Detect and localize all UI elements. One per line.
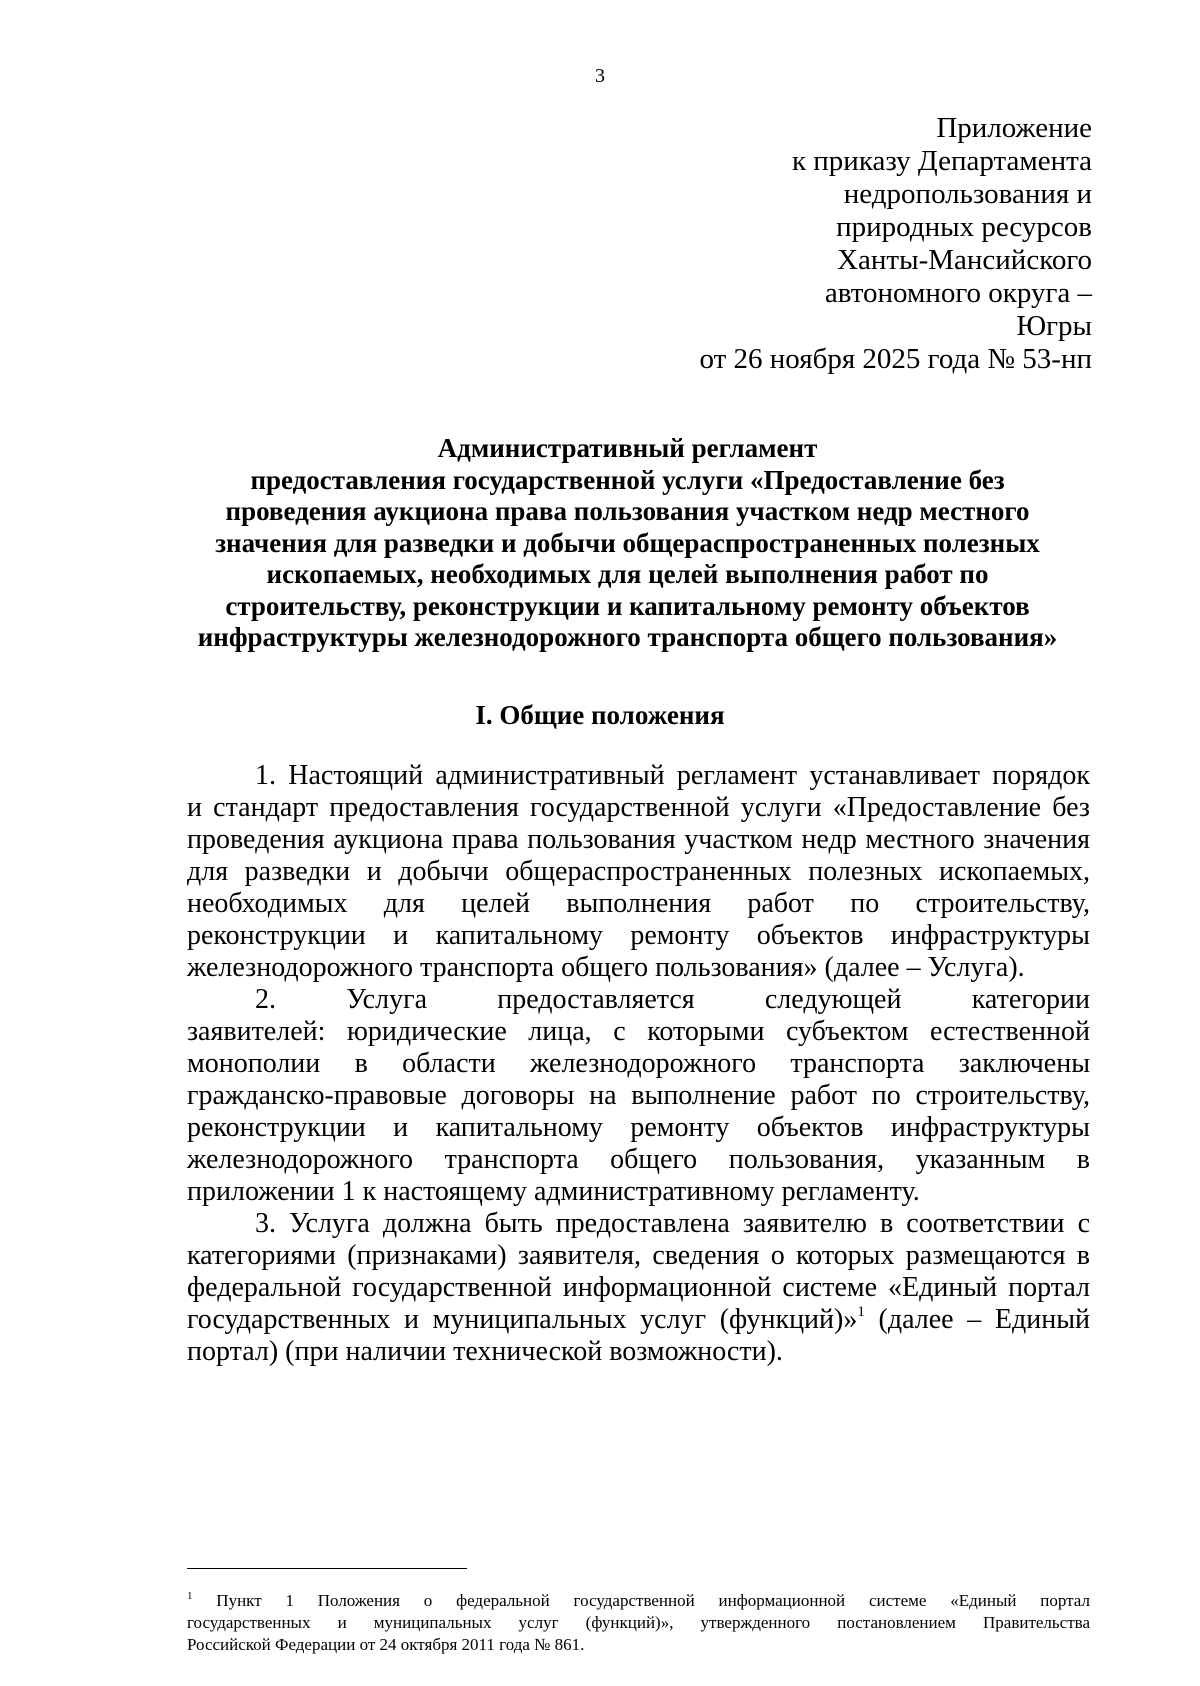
- text-fragment: Пункт 1 Положения о федеральной государственной информационной системе «Единый портал: [192, 1591, 1090, 1610]
- text-line: [187, 1304, 1090, 1336]
- title-line: строительству, реконструкции и капитальному ремонту объектов: [225, 590, 1030, 621]
- footnote-separator: [187, 1568, 467, 1569]
- text-line: федеральной государственной информационной системе «Единый портал: [187, 1272, 1090, 1303]
- page-number: 3: [595, 65, 605, 87]
- title-line: значения для разведки и добычи общераспространенных полезных: [215, 527, 1040, 558]
- text-line: приложении 1 к настоящему административному регламенту.: [187, 1176, 920, 1207]
- text-line: портал) (при наличии технической возможности).: [187, 1336, 783, 1367]
- annex-line: Ханты-Мансийского: [837, 244, 1092, 276]
- footnote-mark: 1: [187, 1590, 193, 1602]
- text-line: и стандарт предоставления государственной услуги «Предоставление без: [187, 792, 1090, 823]
- text-line: для разведки и добычи общераспространенных полезных ископаемых,: [187, 856, 1090, 887]
- paragraph-2: [187, 984, 1090, 1208]
- document-body: [187, 760, 1090, 1368]
- text-line: заявителей: юридические лица, с которыми субъектом естественной: [187, 1016, 1090, 1047]
- text-fragment: (далее – Единый: [864, 1304, 1091, 1335]
- text-line: железнодорожного транспорта общего пользования» (далее – Услуга).: [187, 952, 1025, 983]
- text-line: проведения аукциона права пользования участком недр местного значения: [187, 824, 1090, 855]
- text-line: категориями (признаками) заявителя, сведения о которых размещаются в: [187, 1240, 1090, 1271]
- title-line: инфраструктуры железнодорожного транспорта общего пользования»: [197, 622, 1058, 652]
- annex-line: природных ресурсов: [836, 211, 1092, 243]
- title-line: проведения аукциона права пользования участком недр местного: [225, 496, 1030, 526]
- paragraph-3: [187, 1208, 1090, 1368]
- document-title: [175, 433, 1080, 654]
- annex-line: недропользования и: [843, 178, 1092, 210]
- text-line: 3. Услуга должна быть предоставлена заявителю в соответствии с: [255, 1208, 1090, 1239]
- footnote-line: [187, 1590, 1090, 1612]
- paragraph-1: [187, 760, 1090, 984]
- text-line: 2. Услуга предоставляется следующей категории: [255, 984, 1090, 1015]
- section-heading: I. Общие положения: [475, 700, 725, 730]
- text-fragment: государственных и муниципальных услуг (функций)»: [187, 1304, 858, 1335]
- text-line: 1. Настоящий административный регламент устанавливает порядок: [255, 760, 1090, 791]
- title-line: ископаемых, необходимых для целей выполнения работ по: [266, 559, 989, 589]
- text-line: необходимых для целей выполнения работ по строительству,: [187, 888, 1090, 919]
- annex-line: автономного округа –: [824, 277, 1092, 309]
- text-line: реконструкции и капитальному ремонту объектов инфраструктуры: [187, 920, 1090, 951]
- annex-line: Приложение: [936, 112, 1092, 144]
- annex-header: [699, 112, 1092, 376]
- footnote-line: Российской Федерации от 24 октября 2011 года № 861.: [187, 1635, 585, 1654]
- text-line: монополии в области железнодорожного транспорта заключены: [187, 1048, 1090, 1079]
- text-line: реконструкции и капитальному ремонту объектов инфраструктуры: [187, 1112, 1090, 1143]
- title-line: Административный регламент: [437, 433, 818, 463]
- footnote-line: государственных и муниципальных услуг (функций)», утвержденного постановлением Правительства: [187, 1613, 1090, 1632]
- footnote-reference[interactable]: 1: [857, 1304, 865, 1320]
- text-line: гражданско-правовые договоры на выполнение работ по строительству,: [187, 1080, 1090, 1111]
- title-line: предоставления государственной услуги «Предоставление без: [250, 464, 1005, 495]
- footnote: [187, 1590, 1090, 1656]
- annex-line: от 26 ноября 2025 года № 53-нп: [699, 343, 1092, 375]
- annex-line: к приказу Департамента: [791, 145, 1092, 177]
- annex-line: Югры: [1016, 310, 1092, 342]
- text-line: железнодорожного транспорта общего пользования, указанным в: [187, 1144, 1090, 1175]
